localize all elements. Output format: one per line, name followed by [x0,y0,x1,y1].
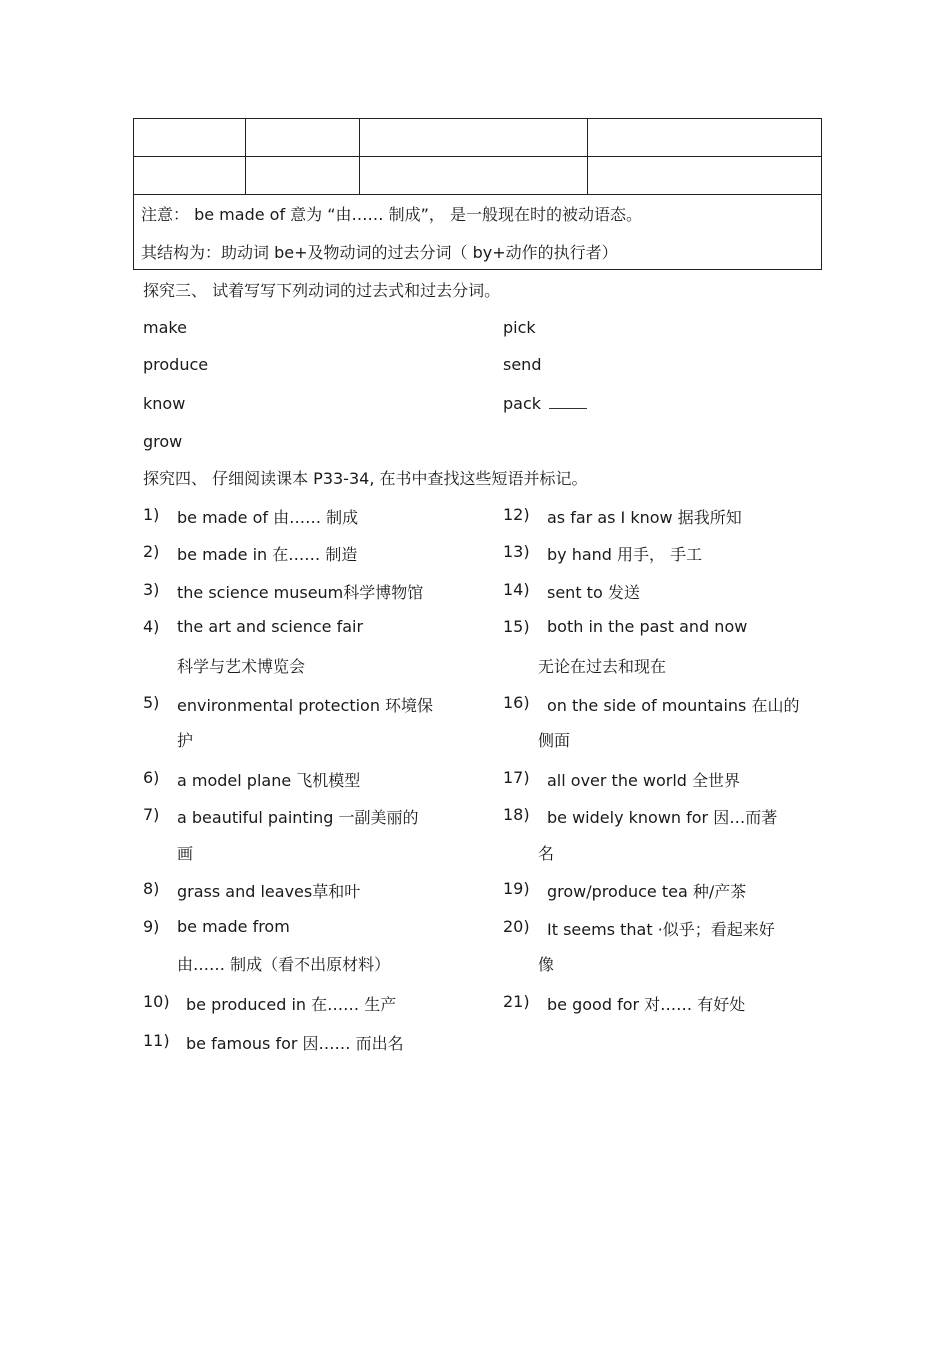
verb-produce: produce [143,355,209,374]
phrase-text: be good for 对…… 有好处 [547,995,746,1014]
item-number: 3) [143,580,160,599]
item-number: 8) [143,879,160,898]
item-number: 14) [503,580,530,599]
item-number: 6) [143,768,160,787]
item-number: 10) [143,992,170,1011]
item-number: 18) [503,805,530,824]
note-line-2: 其结构为：助动词 be+及物动词的过去分词（ by+动作的执行者） [141,243,618,262]
phrase-text: be famous for 因…… 而出名 [186,1034,404,1053]
item-number: 20) [503,917,530,936]
phrase-text: It seems that ·似乎；看起来好 [547,920,775,939]
phrase-text: a beautiful painting 一副美丽的 [177,808,419,827]
phrase-translation: 护 [177,731,194,750]
table-cell [245,119,359,157]
phrase-text: be made from [177,917,290,936]
table-cell [134,119,246,157]
phrase-translation: 侧面 [538,731,571,750]
table-cell [359,157,588,195]
phrase-text: the art and science fair [177,617,364,636]
item-number: 15) [503,617,530,636]
verb-make: make [143,318,187,337]
item-number: 16) [503,693,530,712]
item-number: 1) [143,505,160,524]
item-number: 17) [503,768,530,787]
phrase-text: all over the world 全世界 [547,771,741,790]
item-number: 4) [143,617,160,636]
table-row [134,119,822,157]
phrase-translation: 科学与艺术博览会 [177,657,306,676]
phrase-text: be produced in 在…… 生产 [186,995,397,1014]
table-cell [588,119,822,157]
phrase-text: as far as I know 据我所知 [547,508,742,527]
phrase-text: the science museum科学博物馆 [177,583,424,602]
item-number: 5) [143,693,160,712]
table-cell [588,157,822,195]
phrase-text: be made of 由…… 制成 [177,508,359,527]
phrase-text: grass and leaves草和叶 [177,882,361,901]
phrase-translation: 名 [538,844,555,863]
phrase-text: grow/produce tea 种/产茶 [547,882,747,901]
item-number: 21) [503,992,530,1011]
item-number: 12) [503,505,530,524]
phrase-item [143,505,159,524]
verb-pack-row [503,394,587,413]
phrase-translation: 像 [538,955,555,974]
phrase-text: sent to 发送 [547,583,640,602]
verb-know: know [143,394,186,413]
phrase-text: be made in 在…… 制造 [177,545,358,564]
verb-send: send [503,355,542,374]
item-number: 11) [143,1031,170,1050]
phrase-text: environmental protection 环境保 [177,696,434,715]
table-cell [359,119,588,157]
phrase-text: on the side of mountains 在山的 [547,696,800,715]
note-line-1: 注意： be made of 意为 “由…… 制成”， 是一般现在时的被动语态。 [141,205,642,224]
verb-grow: grow [143,432,183,451]
phrase-text: by hand 用手， 手工 [547,545,703,564]
item-number: 13) [503,542,530,561]
item-number: 2) [143,542,160,561]
item-number: 19) [503,879,530,898]
item-number: 9) [143,917,160,936]
section4-heading: 探究四、 仔细阅读课本 P33-34, 在书中查找这些短语并标记。 [143,469,588,488]
phrase-translation: 无论在过去和现在 [538,657,667,676]
table-row [134,157,822,195]
phrase-translation: 画 [177,844,194,863]
phrase-text: a model plane 飞机模型 [177,771,361,790]
phrase-text: both in the past and now [547,617,748,636]
item-number: 7) [143,805,160,824]
answer-blank [549,396,587,409]
verb-pick: pick [503,318,536,337]
table-cell [245,157,359,195]
phrase-translation: 由…… 制成（看不出原材料） [177,955,391,974]
table-cell [134,157,246,195]
phrase-text: be widely known for 因…而著 [547,808,778,827]
section3-heading: 探究三、 试着写写下列动词的过去式和过去分词。 [143,281,501,300]
verb-pack: pack [503,394,542,413]
